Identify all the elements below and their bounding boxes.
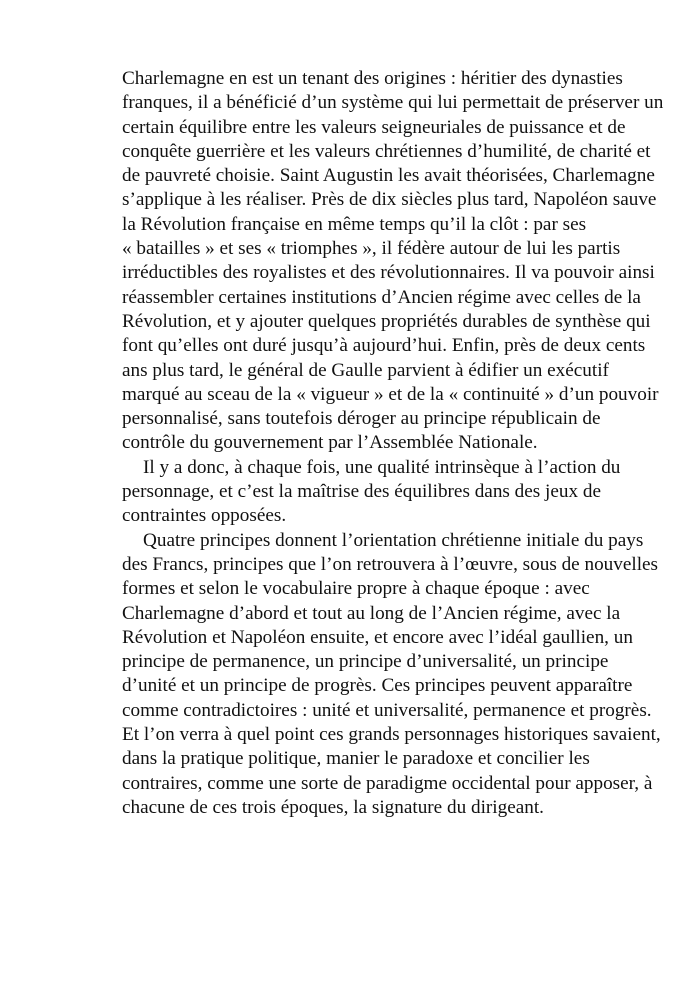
paragraph [122, 67, 664, 456]
text-line: font qu’elles ont duré jusqu’à aujourd’hui. Enfin, près de deux cents [122, 335, 646, 357]
text-line: Révolution et Napoléon ensuite, et encore avec l’idéal gaullien, un [122, 626, 633, 648]
text-line: formes et selon le vocabulaire propre à chaque époque : avec [122, 578, 590, 600]
text-line: réassembler certaines institutions d’Ancien régime avec celles de la [122, 286, 641, 308]
text-line: ans plus tard, le général de Gaulle parvient à édifier un exécutif [122, 359, 609, 381]
text-line: irréductibles des royalistes et des révolutionnaires. Il va pouvoir ainsi [122, 262, 655, 284]
text-line: personnage, et c’est la maîtrise des équilibres dans des jeux de [122, 481, 601, 503]
text-line: comme contradictoires : unité et universalité, permanence et progrès. [122, 699, 652, 721]
text-line: des Francs, principes que l’on retrouvera à l’œuvre, sous de nouvelles [122, 553, 659, 575]
text-line: d’unité et un principe de progrès. Ces principes peuvent apparaître [122, 675, 633, 697]
text-line: de pauvreté choisie. Saint Augustin les avait théorisées, Charlemagne [122, 165, 655, 187]
document-page [122, 67, 664, 820]
text-line: Il y a donc, à chaque fois, une qualité intrinsèque à l’action du [143, 456, 621, 478]
text-line: marqué au sceau de la « vigueur » et de la « continuité » d’un pouvoir [122, 383, 659, 405]
text-line: Charlemagne en est un tenant des origines : héritier des dynasties [122, 68, 623, 89]
text-line: Charlemagne d’abord et tout au long de l’Ancien régime, avec la [122, 602, 621, 624]
text-line: contrôle du gouvernement par l’Assemblée Nationale. [122, 432, 538, 454]
text-line: la Révolution française en même temps qu’il la clôt : par ses [122, 213, 587, 235]
text-line: principe de permanence, un principe d’universalité, un principe [122, 651, 609, 673]
text-line: dans la pratique politique, manier le paradoxe et concilier les [122, 748, 590, 770]
text-line: « batailles » et ses « triomphes », il fédère autour de lui les partis [122, 238, 621, 260]
text-line: Quatre principes donnent l’orientation chrétienne initiale du pays [143, 529, 644, 551]
paragraph [122, 529, 661, 821]
text-line: conquête guerrière et les valeurs chrétiennes d’humilité, de charité et [122, 140, 651, 162]
text-line: personnalisé, sans toutefois déroger au principe républicain de [122, 408, 601, 430]
text-line: chacune de ces trois époques, la signature du dirigeant. [122, 796, 544, 818]
text-line: Et l’on verra à quel point ces grands personnages historiques savaient, [122, 724, 661, 746]
text-line: contraires, comme une sorte de paradigme occidental pour apposer, à [122, 772, 653, 794]
text-line: certain équilibre entre les valeurs seigneuriales de puissance et de [122, 116, 626, 138]
text-line: contraintes opposées. [122, 505, 287, 527]
text-line: franques, il a bénéficié d’un système qui lui permettait de préserver un [122, 92, 664, 114]
text-line: s’applique à les réaliser. Près de dix siècles plus tard, Napoléon sauve [122, 189, 657, 211]
paragraph [122, 456, 621, 529]
text-line: Révolution, et y ajouter quelques propriétés durables de synthèse qui [122, 310, 651, 332]
